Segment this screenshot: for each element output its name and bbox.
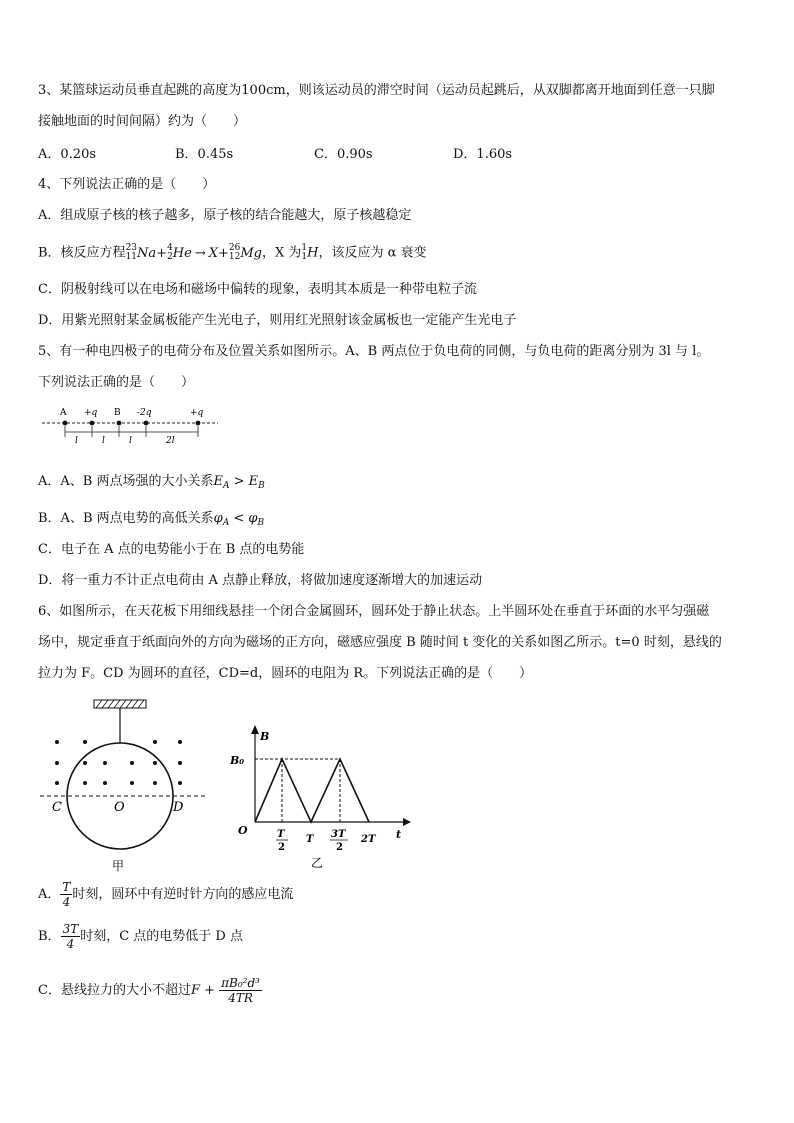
he-mass-number: 4 bbox=[167, 243, 173, 253]
potential-phi: φ bbox=[248, 511, 258, 526]
charge-plus-q-2 bbox=[196, 421, 201, 426]
quadrupole-figure bbox=[40, 403, 220, 447]
fraction-numerator: T bbox=[62, 880, 71, 894]
tick-2t: 2T bbox=[361, 834, 376, 845]
magnetic-field-dots bbox=[55, 740, 182, 785]
q4-option-b bbox=[38, 244, 427, 263]
q5-option-b bbox=[38, 510, 264, 532]
sub-b: B bbox=[257, 518, 265, 528]
label-plus-q-2: +q bbox=[190, 408, 204, 418]
spacing-2: l bbox=[102, 436, 105, 446]
caption-yi: 乙 bbox=[311, 856, 324, 870]
h-mass-number: 1 bbox=[301, 243, 308, 253]
field-e: E bbox=[213, 474, 223, 489]
q3-option-b: B．0.45s bbox=[175, 147, 234, 162]
fraction-3t-over-4 bbox=[61, 922, 81, 951]
label-plus-q-1: +q bbox=[84, 408, 98, 418]
spacing-3: l bbox=[129, 436, 132, 446]
q4-option-d: D．用紫光照射某金属板能产生光电子，则用红光照射该金属板也一定能产生光电子 bbox=[38, 313, 517, 328]
sub-b: B bbox=[258, 481, 265, 491]
na-atomic-number: 11 bbox=[125, 252, 138, 262]
q6-stem-line1: 6、如图所示，在天花板下用细线悬挂一个闭合金属圆环，圆环处于静止状态。上半圆环处在垂直于环面的水平匀强磁 bbox=[38, 604, 710, 619]
spacing-4: 2l bbox=[166, 436, 175, 446]
q5-stem-line1: 5、有一种电四极子的电荷分布及位置关系如图所示。A、B 两点位于负电荷的同侧，与负电荷的距离分别为 3l 与 l。 bbox=[38, 344, 710, 359]
reaction-arrow: → bbox=[194, 245, 206, 261]
mg-atomic-number: 12 bbox=[228, 252, 241, 262]
fraction-denominator: 4TR bbox=[228, 991, 253, 1005]
point-a bbox=[63, 421, 68, 426]
q5-option-c: C．电子在 A 点的电势能小于在 B 点的电势能 bbox=[38, 542, 305, 557]
mg-symbol: Mg bbox=[240, 245, 262, 261]
label-d: D bbox=[173, 800, 184, 815]
nuclear-equation bbox=[125, 243, 262, 262]
q6-option-b bbox=[38, 922, 243, 951]
q6-option-b-label: B． bbox=[38, 929, 61, 944]
tick-half-t-num: T bbox=[277, 829, 285, 840]
he-atomic-number: 2 bbox=[167, 252, 173, 262]
na-mass-number: 23 bbox=[125, 243, 138, 253]
y-axis-label: B bbox=[260, 730, 270, 743]
h-symbol: H bbox=[307, 245, 319, 261]
origin-label: O bbox=[238, 824, 248, 837]
fraction-t-over-4 bbox=[60, 880, 72, 909]
q5-option-b-text: B．A、B 两点电势的高低关系 bbox=[38, 511, 214, 526]
figure-yi bbox=[228, 722, 413, 880]
x-symbol: X bbox=[208, 245, 218, 261]
q3-stem-line2: 接触地面的时间间隔）约为（ ） bbox=[38, 114, 247, 129]
q4-option-b-prefix: B．核反应方程 bbox=[38, 245, 126, 261]
spacing-1: l bbox=[75, 436, 78, 446]
q3-option-c: C．0.90s bbox=[314, 147, 373, 162]
ceiling bbox=[94, 700, 146, 708]
q3-stem-line1: 3、某篮球运动员垂直起跳的高度为100cm，则该运动员的滞空时间（运动员起跳后，从双脚都离开地面到任意一只脚 bbox=[38, 83, 715, 98]
fraction-force-term bbox=[219, 976, 262, 1005]
q6-option-a bbox=[38, 880, 293, 909]
q6-option-b-text: 时刻，C 点的电势低于 D 点 bbox=[80, 929, 243, 944]
q4-stem: 4、下列说法正确的是（ ） bbox=[38, 177, 216, 192]
q3-option-a: A．0.20s bbox=[38, 147, 97, 162]
potential-phi: φ bbox=[213, 511, 223, 526]
q4-option-a: A．组成原子核的核子越多，原子核的结合能越大，原子核越稳定 bbox=[38, 208, 412, 223]
q6-option-c bbox=[38, 976, 262, 1005]
field-e: E bbox=[248, 474, 259, 489]
q5-option-a bbox=[38, 473, 265, 495]
sub-a: A bbox=[222, 518, 230, 528]
q5-option-a-text: A．A、B 两点场强的大小关系 bbox=[38, 474, 214, 489]
fraction-numerator: πB₀²d³ bbox=[221, 976, 260, 990]
mg-mass-number: 26 bbox=[228, 243, 241, 253]
tick-t: T bbox=[306, 834, 314, 845]
x-axis-arrow bbox=[403, 818, 411, 826]
na-symbol: Na bbox=[137, 245, 157, 261]
caption-jia: 甲 bbox=[112, 859, 125, 873]
h-atomic-number: 1 bbox=[301, 252, 308, 262]
b0-label: B₀ bbox=[230, 754, 245, 767]
fraction-denominator: 4 bbox=[66, 937, 75, 951]
charge-plus-q-1 bbox=[90, 421, 95, 426]
plus-sign: + bbox=[218, 245, 229, 261]
fraction-numerator: 3T bbox=[62, 922, 79, 936]
less-than: < bbox=[229, 511, 249, 526]
y-axis-arrow bbox=[251, 725, 259, 734]
figure-jia bbox=[40, 698, 220, 878]
q3-option-d: D．1.60s bbox=[453, 147, 513, 162]
label-c: C bbox=[52, 800, 62, 815]
label-a: A bbox=[60, 408, 67, 418]
q6-option-c-label: C．悬线拉力的大小不超过 bbox=[38, 983, 191, 998]
he-symbol: He bbox=[172, 245, 192, 261]
greater-than: > bbox=[229, 474, 249, 489]
charge-minus-2q bbox=[144, 421, 149, 426]
label-o: O bbox=[114, 800, 125, 815]
q4-option-b-suffix: ，该反应为 α 衰变 bbox=[318, 245, 427, 261]
sub-a: A bbox=[222, 481, 230, 491]
q4-option-c: C．阴极射线可以在电场和磁场中偏转的现象，表明其本质是一种带电粒子流 bbox=[38, 282, 477, 297]
tick-three-half-t-den: 2 bbox=[336, 842, 343, 853]
x-axis-label: t bbox=[396, 828, 402, 841]
tick-three-half-t-num: 3T bbox=[331, 829, 346, 840]
tick-half-t-den: 2 bbox=[278, 842, 285, 853]
q4-option-b-mid: ，X 为 bbox=[262, 245, 302, 261]
q6-stem-line3: 拉力为 F。CD 为圆环的直径，CD=d，圆环的电阻为 R。下列说法正确的是（ ） bbox=[38, 666, 533, 681]
force-f: F + bbox=[190, 983, 220, 998]
fraction-denominator: 4 bbox=[62, 895, 71, 909]
b-t-line bbox=[255, 759, 369, 822]
q6-option-a-text: 时刻，圆环中有逆时针方向的感应电流 bbox=[72, 887, 294, 902]
q6-stem-line2: 场中，规定垂直于纸面向外的方向为磁场的正方向，磁感应强度 B 随时间 t 变化的关系如图乙所示。t=0 时刻，悬线的 bbox=[38, 635, 722, 650]
q5-stem-line2: 下列说法正确的是（ ） bbox=[38, 375, 195, 390]
label-b: B bbox=[114, 408, 121, 418]
q6-option-a-label: A． bbox=[38, 887, 61, 902]
plus-sign: + bbox=[156, 245, 168, 261]
q5-option-d: D．将一重力不计正点电荷由 A 点静止释放，将做加速度逐渐增大的加速运动 bbox=[38, 573, 483, 588]
point-b bbox=[117, 421, 122, 426]
label-minus-2q: -2q bbox=[137, 408, 152, 418]
